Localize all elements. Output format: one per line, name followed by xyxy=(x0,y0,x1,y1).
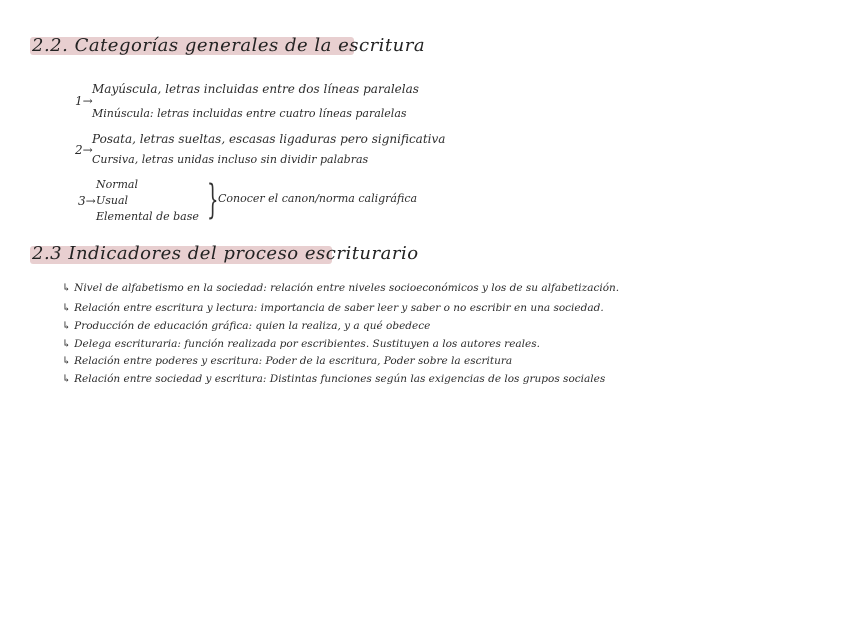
group3-item-usual: Usual xyxy=(96,194,129,207)
indicator-item: ↳ Nivel de alfabetismo en la sociedad: relación entre niveles socioeconómicos y los de su alfabetización. xyxy=(62,282,620,294)
group1-line-2: Minúscula: letras incluidas entre cuatro líneas paralelas xyxy=(92,107,407,120)
group2-line-1: Posata, letras sueltas, escasas ligaduras pero significativa xyxy=(92,132,446,146)
curly-brace-icon: } xyxy=(207,177,219,223)
group2-line-2: Cursiva, letras unidas incluso sin dividir palabras xyxy=(92,153,369,166)
group-number-1: 1→ xyxy=(75,94,93,108)
section-heading-2-3: 2.3 Indicadores del proceso escriturario xyxy=(32,243,419,264)
group-number-2: 2→ xyxy=(75,143,93,157)
section-heading-2-2: 2.2. Categorías generales de la escritura xyxy=(32,35,426,56)
indicator-item: ↳ Relación entre sociedad y escritura: Distintas funciones según las exigencias de los grupos sociales xyxy=(62,373,606,385)
indicator-item: ↳ Relación entre poderes y escritura: Poder de la escritura, Poder sobre la escritura xyxy=(62,355,513,367)
indicator-item: ↳ Producción de educación gráfica: quien la realiza, y a qué obedece xyxy=(62,320,431,332)
indicator-item: ↳ Delega escrituraria: función realizada por escribientes. Sustituyen a los autores reales. xyxy=(62,338,540,350)
indicator-item: ↳ Relación entre escritura y lectura: importancia de saber leer y saber o no escribir en una sociedad. xyxy=(62,302,604,314)
group3-item-elemental: Elemental de base xyxy=(96,210,199,223)
group3-item-normal: Normal xyxy=(96,178,139,191)
group1-line-1: Mayúscula, letras incluidas entre dos líneas paralelas xyxy=(92,82,419,96)
group3-brace-note: Conocer el canon/norma caligráfica xyxy=(218,192,418,205)
group-number-3: 3→ xyxy=(78,194,96,208)
